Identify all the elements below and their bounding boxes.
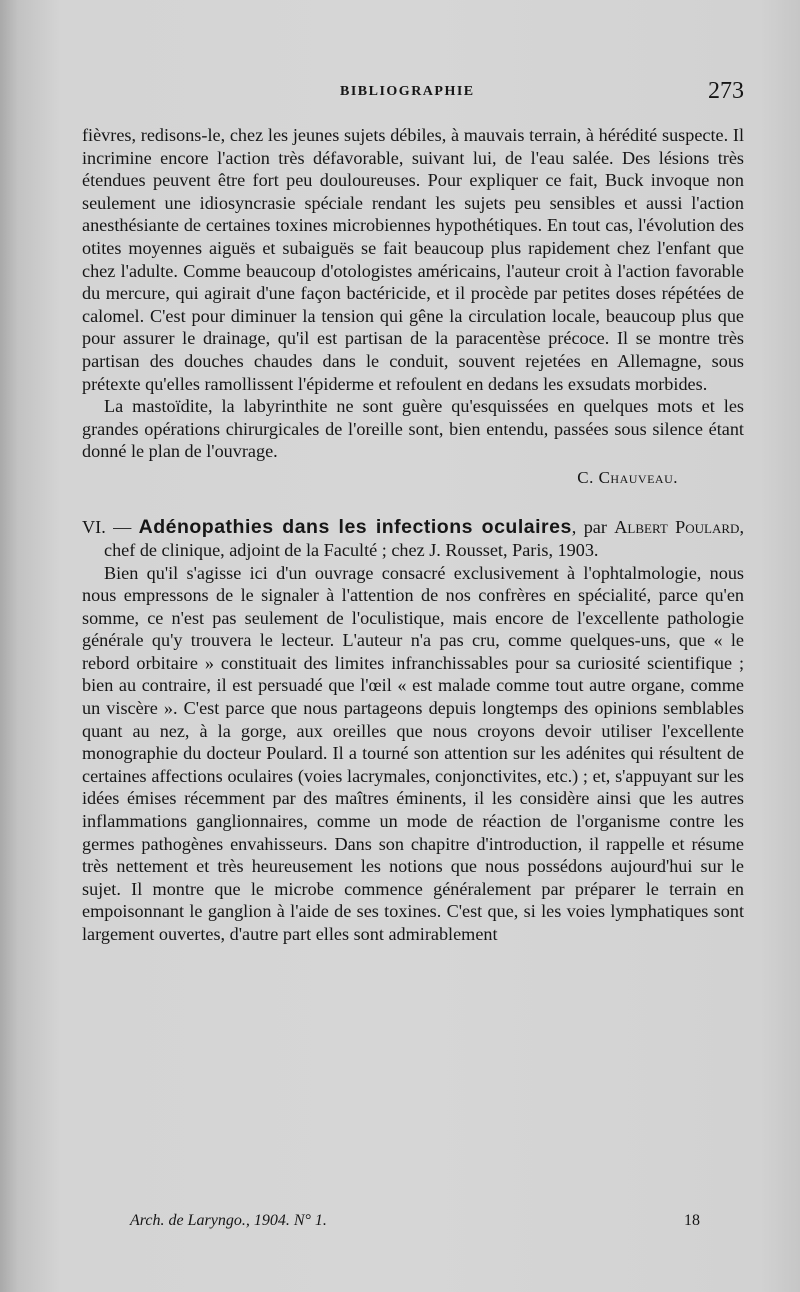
review-paragraph: Bien qu'il s'agisse ici d'un ouvrage consacré exclusivement à l'ophtalmologie, nous nous empressons de le signaler à l'attention de nos confrères en spécialité, parce qu'en somme, ce n'est pas seulement de l'oculistique, mais encore de l'excellente pathologie générale qu'y trouvera le lecteur. L'auteur n'a pas cru, comme quelques-uns, que « le rebord orbitaire » constituait des limites infranchissables pour sa curiosité scientifique ; bien au contraire, il est persuadé que l'œil « est malade comme tout autre organe, comme un viscère ». C'est parce que nous partageons depuis longtemps des opinions semblables quant au nez, à la gorge, aux oreilles que nous croyons devoir utiliser l'excellente monographie du docteur Poulard. Il a tourné son attention sur les adénites qui résultent de certaines affections oculaires (voies lacrymales, conjonctivites, etc.) ; et, s'appuyant sur les idées émises récemment par des maîtres éminents, il les considère ainsi que les autres inflammations ganglionnaires, comme un mode de réaction de l'organisme contre les germes pathogènes envahisseurs. Dans son chapitre d'introduction, il rappelle et résume très nettement et très heureusement les notions que nous possédons aujourd'hui sur le sujet. Il montre que le microbe commence généralement par préparer le terrain en empoisonnant le ganglion à l'aide de ses toxines. C'est que, si les voies lymphatiques sont largement ouvertes, d'autre part elles sont admirablement bbox=[82, 562, 744, 944]
reviewer-signature: C. Chauveau. bbox=[577, 467, 678, 487]
entry-title: Adénopathies dans les infections oculaires bbox=[138, 515, 572, 538]
section-title: BIBLIOGRAPHIE bbox=[340, 84, 475, 99]
entry-par: , par bbox=[571, 516, 607, 537]
entry-author: Albert Poulard bbox=[614, 516, 740, 537]
previous-review-paragraph-2: La mastoïdite, la labyrinthite ne sont guère qu'esquissées en quelques mots et les grandes opérations chirurgicales de l'oreille sont, bien entendu, passées sous silence étant donné le plan de l'ouvrage. bbox=[82, 396, 744, 462]
footer-journal: Arch. de Laryngo., 1904. N° 1. bbox=[130, 1212, 327, 1229]
page-number: 273 bbox=[708, 78, 744, 104]
running-head bbox=[82, 78, 744, 108]
bibliography-entry bbox=[82, 516, 744, 562]
page-footer bbox=[130, 1212, 700, 1234]
entry-details: , chef de clinique, adjoint de la Faculté ; chez J. Rousset, Paris, 1903. bbox=[104, 516, 744, 560]
entry-heading bbox=[82, 516, 744, 562]
entry-number: VI. — bbox=[82, 516, 132, 537]
previous-review-paragraph-1: fièvres, redisons-le, chez les jeunes sujets débiles, à mauvais terrain, à hérédité suspecte. Il incrimine encore l'action très défavorable, suivant lui, de l'eau salée. Des lésions très étendues peuvent être fort peu douloureuses. Pour expliquer ce fait, Buck invoque non seulement une idiosyncrasie spéciale rendant les sujets peu sensibles et aussi l'action anesthésiante de certaines toxines microbiennes hypothétiques. En tout cas, l'évolution des otites moyennes aiguës et subaiguës se fait beaucoup plus rapidement chez l'enfant que chez l'adulte. Comme beaucoup d'otologistes américains, l'auteur croit à l'action favorable du mercure, qui agirait d'une façon bactéricide, et il procède par petites doses répétées de calomel. C'est pour diminuer la tension qui gêne la circulation locale, beaucoup plus que pour assurer le drainage, qu'il est partisan de la paracentèse précoce. Il se montre très partisan des douches chaudes dans le conduit, souvent rejetées en Allemagne, sous prétexte qu'elles ramollissent l'épiderme et refoulent en dedans les exsudats morbides. bbox=[82, 125, 744, 394]
body-text bbox=[82, 124, 744, 946]
signature-mark: 18 bbox=[684, 1212, 700, 1229]
